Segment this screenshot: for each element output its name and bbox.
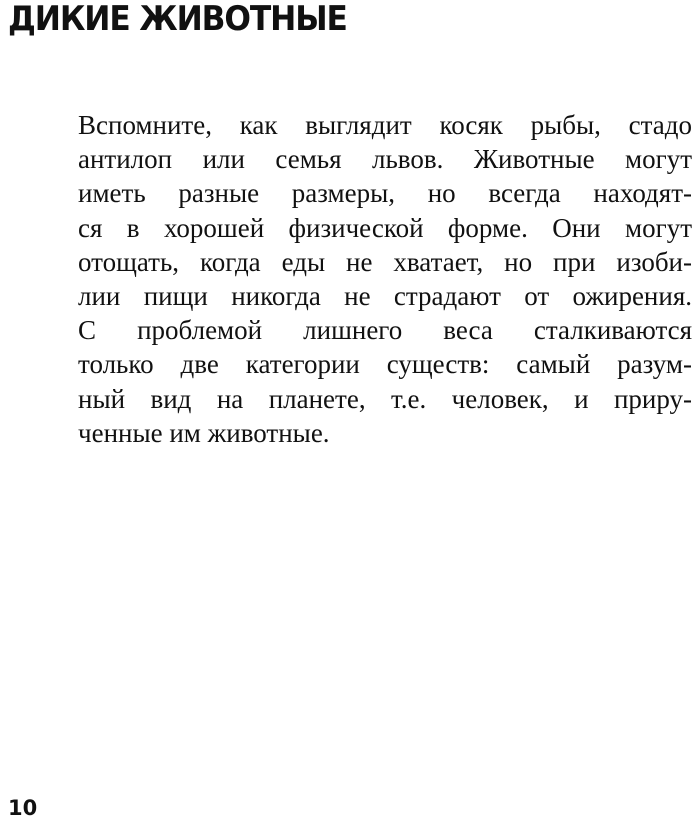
page-number: 10 xyxy=(8,796,38,820)
paragraph-line: ся в хорошей физической форме. Они могут xyxy=(78,212,692,243)
paragraph-line: только две категории существ: самый разум- xyxy=(78,349,692,380)
paragraph-line: лии пищи никогда не страдают от ожирения. xyxy=(78,280,692,311)
page-heading: ДИКИЕ ЖИВОТНЫЕ xyxy=(8,0,347,39)
paragraph-line: Вспомните, как выглядит косяк рыбы, стадо xyxy=(78,110,692,140)
paragraph-line: ный вид на планете, т.е. человек, и приру- xyxy=(78,383,692,414)
paragraph-line: антилоп или семья львов. Животные могут xyxy=(78,144,692,175)
body-paragraph xyxy=(78,108,692,450)
paragraph-line: иметь разные размеры, но всегда находят- xyxy=(78,178,692,209)
paragraph-line: отощать, когда еды не хватает, но при изоби- xyxy=(78,246,692,277)
paragraph-line: С проблемой лишнего веса сталкиваются xyxy=(78,315,692,346)
paragraph-line: ченные им животные. xyxy=(78,417,330,448)
